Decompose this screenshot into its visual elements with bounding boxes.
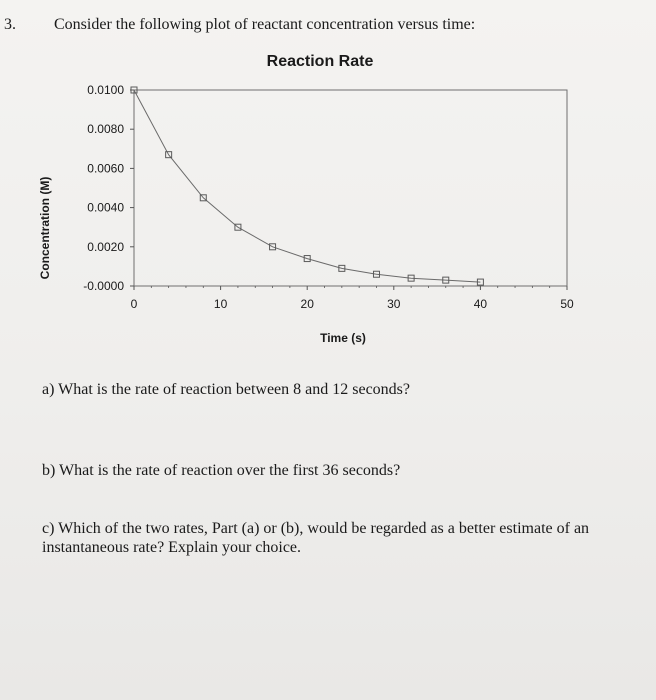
y-tick-label: 0.0020 xyxy=(87,239,124,254)
x-tick-label: 30 xyxy=(387,297,401,311)
question-intro: Consider the following plot of reactant concentration versus time: xyxy=(54,16,476,33)
question-b: b) What is the rate of reaction over the first 36 seconds? xyxy=(42,462,401,479)
axis-ticks xyxy=(83,83,574,311)
x-tick-label: 40 xyxy=(473,297,488,311)
series-line xyxy=(134,90,480,282)
y-tick-label: 0.0040 xyxy=(87,200,124,215)
x-axis-label: Time (s) xyxy=(320,331,366,345)
x-tick-label: 20 xyxy=(300,297,314,311)
y-tick-label: -0.0000 xyxy=(83,279,124,293)
x-tick-label: 0 xyxy=(130,297,138,311)
plot-area xyxy=(134,90,567,286)
question-a: a) What is the rate of reaction between 8 and 12 seconds? xyxy=(42,381,410,398)
y-tick-label: 0.0100 xyxy=(87,83,124,97)
question-number: 3. xyxy=(4,16,16,33)
y-tick-label: 0.0060 xyxy=(87,161,124,176)
chart-title: Reaction Rate xyxy=(266,53,374,70)
x-tick-label: 50 xyxy=(560,297,574,311)
y-axis-label: Concentration (M) xyxy=(38,176,52,280)
x-tick-label: 10 xyxy=(213,297,228,311)
data-markers xyxy=(131,87,483,285)
question-c: c) Which of the two rates, Part (a) or (b), would be regarded as a better estimate of an instantaneous rate? Explain your choice. xyxy=(42,520,590,556)
y-tick-label: 0.0080 xyxy=(87,122,124,137)
